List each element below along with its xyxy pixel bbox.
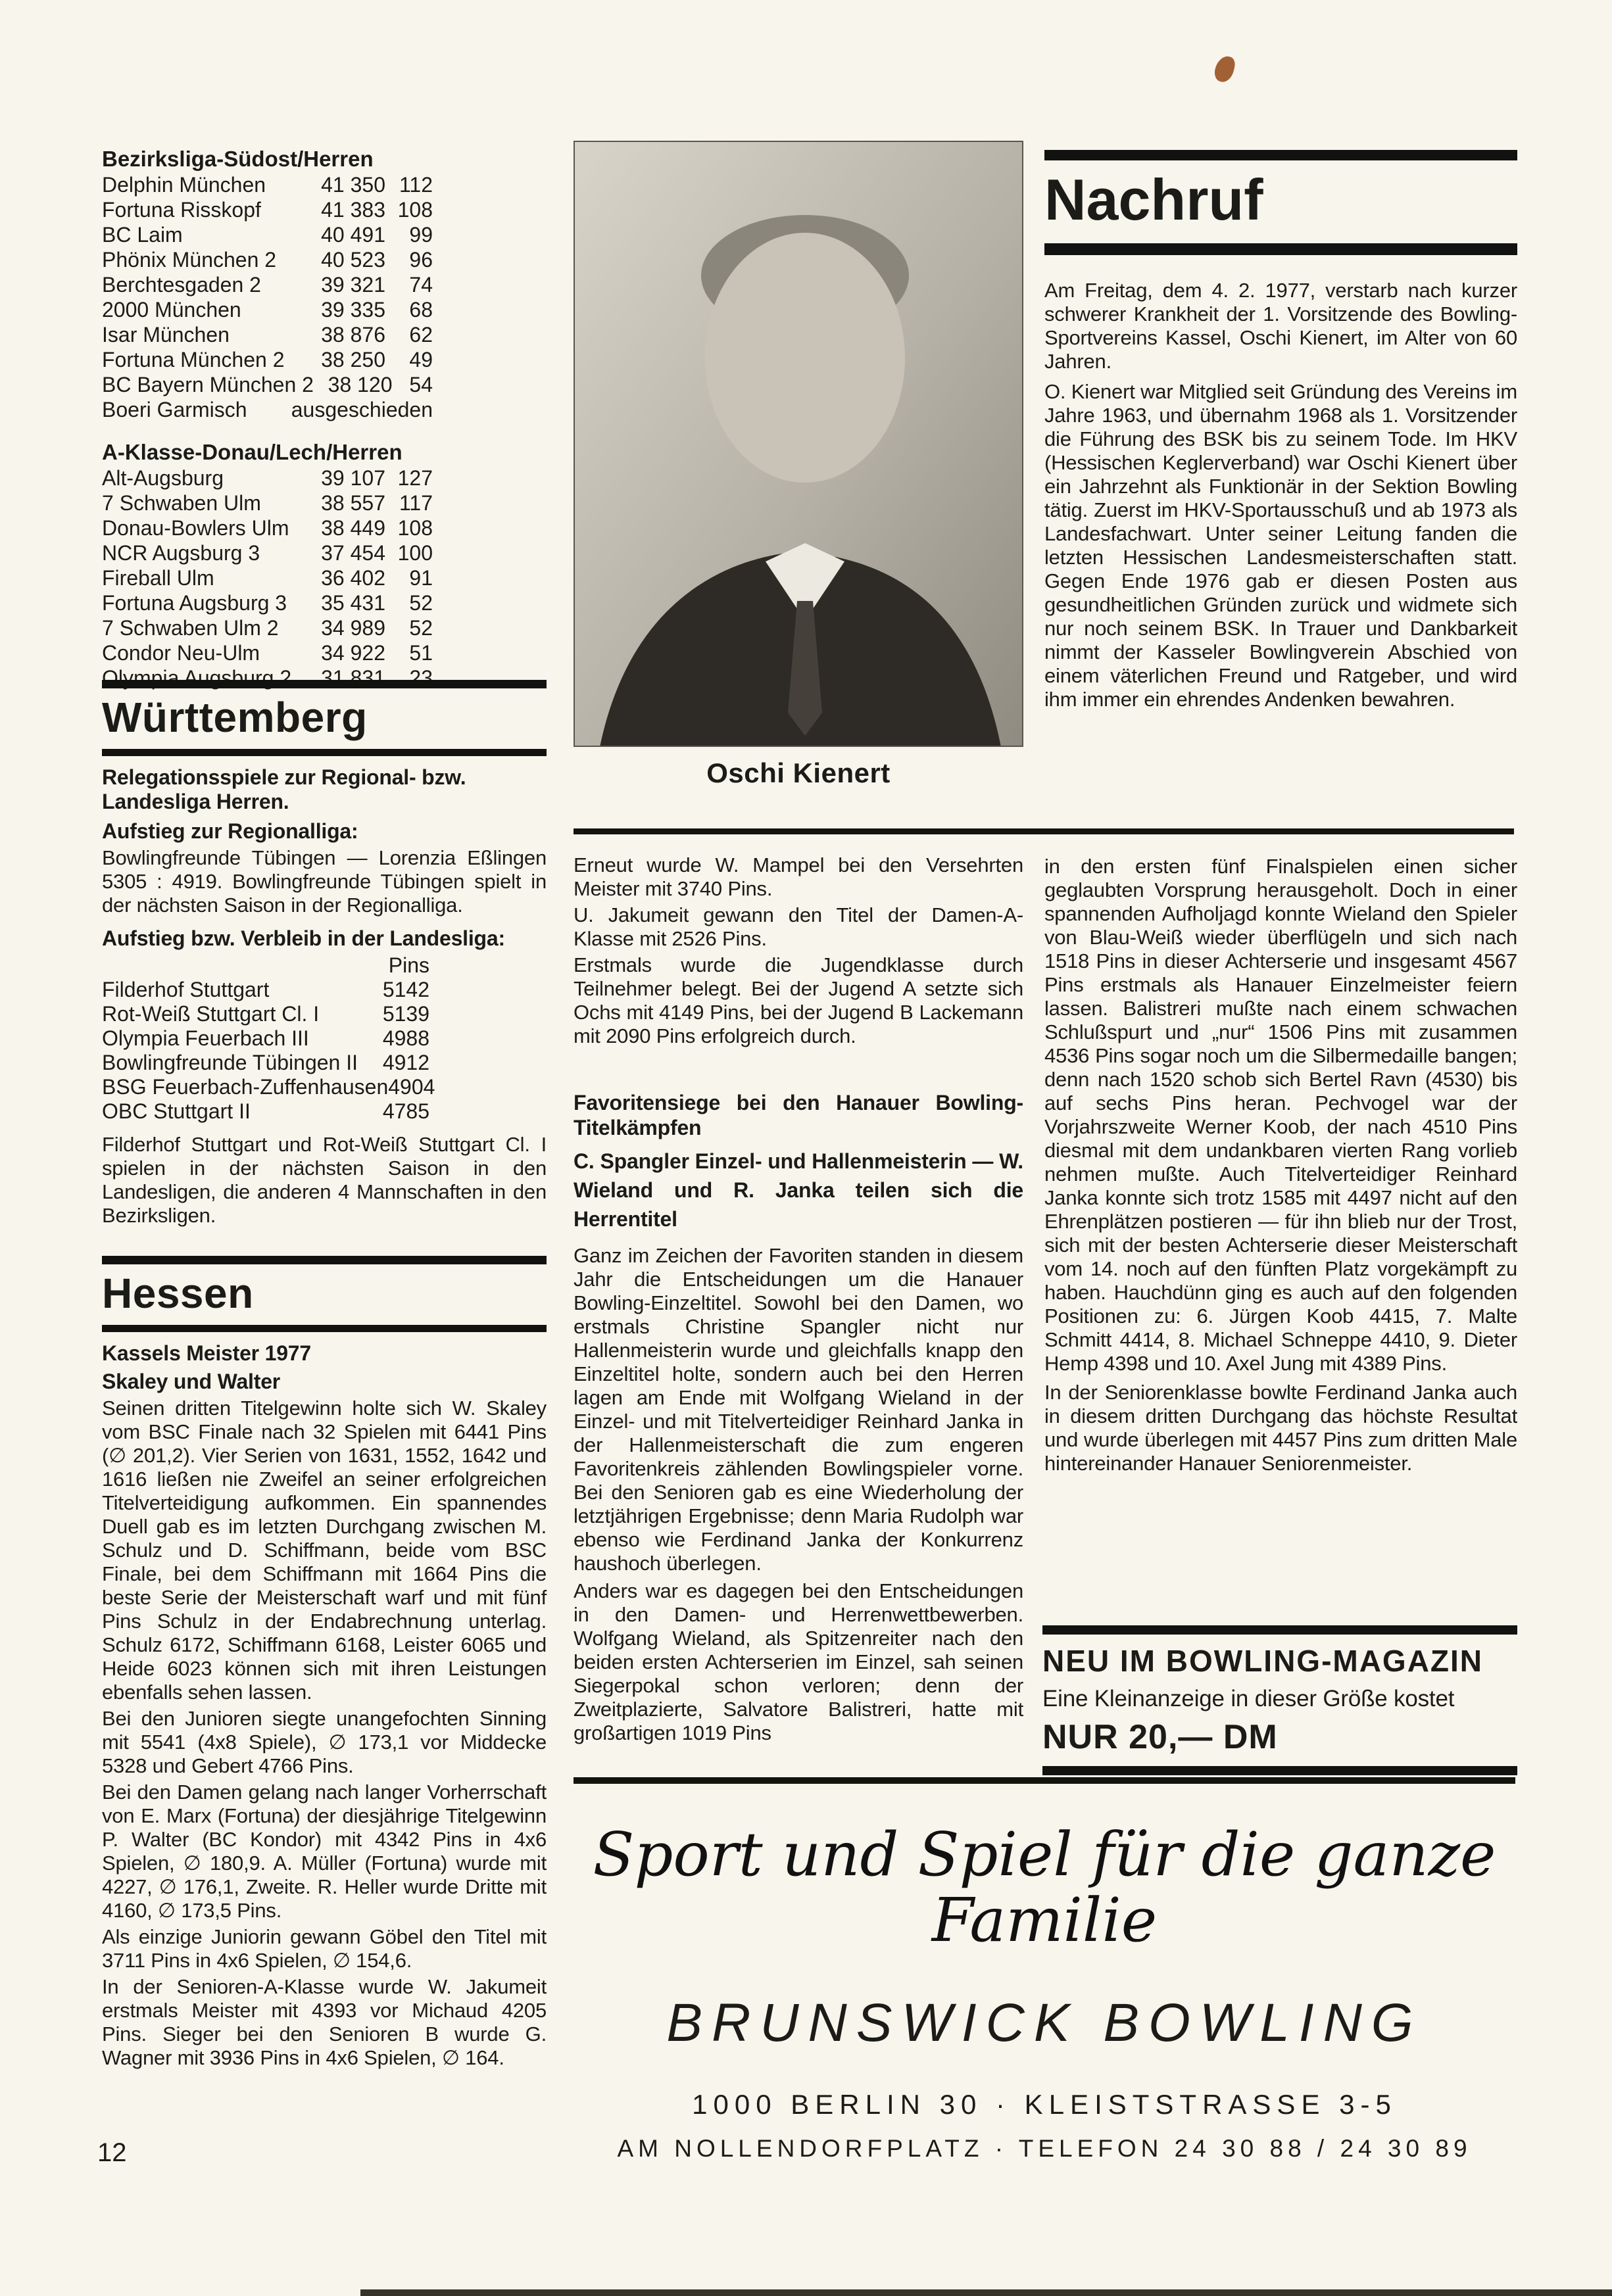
article-subheading: C. Spangler Einzel- und Hallenmeisterin — W. Wieland und R. Janka teilen sich die Herrentitel bbox=[574, 1149, 1023, 1231]
paragraph: Seinen dritten Titelgewinn holte sich W. Skaley vom BSC Finale nach 32 Spielen mit 6441 Pins (∅ 201,2). Vier Serien von 1631, 1552, 1642 und 1616 ließen nie Zweifel an seiner erfolgreichen Titelverteidigung aufkommen. Ein spannendes Duell gab es im letzten Durchgang zwischen M. Schulz und D. Schiffmann, beide vom BSC Finale, bei dem Schiffmann mit 1664 Pins die beste Serie der Meisterschaft warf und mit fünf Pins Schulz in der Endabrechnung unterlag. Schulz 6172, Schiffmann 6168, Leister 6065 und Heide 6023 können sich mit ihren Leistungen ebenfalls sehen lassen. bbox=[102, 1397, 547, 1704]
team-pins: 34 922 bbox=[321, 641, 385, 665]
team-name: 2000 München bbox=[102, 298, 241, 322]
ad-tagline: Sport und Spiel für die ganze Familie bbox=[593, 1819, 1496, 1955]
paragraph: In der Seniorenklasse bowlte Ferdinand Janka auch in diesem dritten Durchgang das höchste Resultat und wurde überlegen mit 4457 Pins zum dritten Male hintereinander Hanauer Seniorenmeister. bbox=[1044, 1381, 1517, 1475]
team-pins: 35 431 bbox=[321, 591, 385, 615]
table-title: A-Klasse-Donau/Lech/Herren bbox=[102, 440, 403, 464]
team-points: 23 bbox=[409, 666, 433, 690]
paragraph: O. Kienert war Mitglied seit Gründung des Vereins im Jahre 1963, und übernahm 1968 als 1. Vorsitzender die Führung des BSK bis zu seinem Tode. Im HKV (Hessischen Keglerverband) war Oschi Kienert über ein Jahrzehnt als Funktionär in der Sektion Bowling tätig. Zuerst im HKV-Sportausschuß und ab 1973 als Landesfachwart. Unter seiner Leitung fanden die letzten Hessischen Landesmeisterschaften statt. Gegen Ende 1976 gab er diesen Posten aus gesundheitlichen Gründen zurück und widmete sich nur noch seinem BSK. In Trauer und Dankbarkeit nimmt der Kasseler Bowlingverein Abschied von einem väterlichen Freund und Ratgeber, und wird ihm immer ein ehrendes Andenken bewahren. bbox=[1044, 380, 1517, 711]
team-name: BSG Feuerbach-Zuffenhausen bbox=[102, 1075, 389, 1099]
team-points: 117 bbox=[399, 491, 433, 515]
ad-box-price: NUR 20,— DM bbox=[1042, 1718, 1278, 1756]
table-row bbox=[102, 590, 433, 615]
left-column-tables bbox=[102, 146, 547, 690]
team-pins: 34 989 bbox=[321, 616, 385, 640]
team-name: Fireball Ulm bbox=[102, 566, 214, 590]
ad-box-text: Eine Kleinanzeige in dieser Größe kostet bbox=[1042, 1686, 1455, 1711]
team-name: Olympia Augsburg 2 bbox=[102, 666, 292, 690]
paragraph: Am Freitag, dem 4. 2. 1977, verstarb nach kurzer schwerer Krankheit der 1. Vorsitzende des Bowling-Sportvereins Kassel, Oschi Kienert, im Alter von 60 Jahren. bbox=[1044, 279, 1517, 373]
ad-address-line2: AM NOLLENDORFPLATZ · TELEFON 24 30 88 / 24 30 89 bbox=[617, 2135, 1472, 2162]
table-row bbox=[102, 515, 433, 540]
table-row bbox=[102, 466, 433, 490]
team-pins: 38 557 bbox=[321, 491, 385, 515]
subheading: Kassels Meister 1977 bbox=[102, 1341, 312, 1365]
team-pins: 38 250 bbox=[321, 348, 385, 371]
team-name: Bowlingfreunde Tübingen II bbox=[102, 1051, 358, 1074]
team-name: Fortuna Augsburg 3 bbox=[102, 591, 287, 615]
team-name: Delphin München bbox=[102, 173, 266, 197]
team-name: BC Bayern München 2 bbox=[102, 373, 314, 396]
team-points: 108 bbox=[397, 516, 433, 540]
paragraph: in den ersten fünf Finalspielen einen sicher geglaubten Vorsprung herausgeholt. Doch in einer spannenden Aufholjagd konnte Wieland den Spieler von Blau-Weiß wieder überflügeln und sich nach 1518 Pins in dieser Achterserie und insgesamt 4567 Pins erstmals als Hanauer Einzelmeister feiern lassen. Balistreri mußte nach einem schwachen Schlußspurt und „nur“ 1506 Pins mit zusammen 4536 Pins sogar noch um die Silbermedaille bangen; denn nach 1520 schob sich Bertel Ravn (4530) bis auf sechs Pins heran. Pechvogel war der Vorjahrszweite Werner Koob, der nach 4510 Pins diesmal mit dem undankbaren vierten Rang vorlieb nehmen mußte. Auch Titelverteidiger Reinhard Janka konnte sich trotz 1585 mit 4497 nicht auf den Ehrenplätzen postieren — für ihn blieb nur der Trost, sich mit der besten Achterserie dieser Meisterschaft vom 14. noch auf den fünften Platz vorgekämpft zu haben. Hauchdünn ging es auch auf den folgenden Positionen zu: 6. Jürgen Koob 4415, 7. Malte Schmitt 4414, 8. Michael Schneppe 4410, 9. Dieter Hemp 4398 und 10. Axel Jung mit 4389 Pins. bbox=[1044, 855, 1517, 1375]
paragraph: Filderhof Stuttgart und Rot-Weiß Stuttgart Cl. I spielen in der nächsten Saison in den Landesligen, die anderen 4 Mannschaften in den Bezirksligen. bbox=[102, 1133, 547, 1227]
table-row bbox=[102, 640, 433, 665]
team-pins: 41 383 bbox=[321, 198, 385, 222]
team-name: Berchtesgaden 2 bbox=[102, 273, 261, 297]
team-pins: 38 120 bbox=[328, 373, 393, 396]
paragraph: Ganz im Zeichen der Favoriten standen in diesem Jahr die Entscheidungen um die Hanauer Bowling-Einzeltitel. Sowohl bei den Damen, wo erstmals Christine Spangler nicht nur Hallenmeisterin wurde und gleichfalls knapp den Einzeltitel holte, sondern auch bei den Herren lagen am Ende mit Wolfgang Wieland in der Einzel- und mit Titelverteidiger Reinhard Janka in der Hallenmeisterschaft die zum engeren Favoritenkreis zählenden Bowlingspieler vorne. Bei den Senioren gab es eine Wiederholung der letztjährigen Ergebnisse; denn Maria Rudolph war ebenso wie Ferdinand Janka der Konkurrenz haushoch überlegen. bbox=[574, 1244, 1023, 1575]
team-name: Condor Neu-Ulm bbox=[102, 641, 260, 665]
scan-edge-artifact bbox=[360, 2289, 1612, 2296]
article-heading: Favoritensiege bei den Hanauer Bowling-Titelkämpfen bbox=[574, 1091, 1023, 1139]
team-pins: 31 831 bbox=[321, 666, 385, 690]
table-row bbox=[102, 272, 433, 297]
team-name: Fortuna Risskopf bbox=[102, 198, 261, 222]
table-row bbox=[102, 297, 433, 322]
team-name: 7 Schwaben Ulm 2 bbox=[102, 616, 279, 640]
team-name: Phönix München 2 bbox=[102, 248, 277, 272]
team-pins: 4988 bbox=[382, 1026, 429, 1050]
table-title: Bezirksliga-Südost/Herren bbox=[102, 147, 374, 171]
paragraph: In der Senioren-A-Klasse wurde W. Jakumeit erstmals Meister mit 4393 vor Michaud 4205 Pins. Sieger bei den Senioren B wurde G. Wagner mit 3936 Pins in 4x6 Spielen, ∅ 164. bbox=[102, 1975, 547, 2069]
team-name: OBC Stuttgart II bbox=[102, 1099, 251, 1123]
table-row bbox=[102, 1026, 429, 1051]
team-name: Boeri Garmisch bbox=[102, 398, 247, 421]
team-pins: 4912 bbox=[382, 1051, 429, 1074]
team-pins: 5139 bbox=[382, 1002, 429, 1026]
team-points: 62 bbox=[409, 323, 433, 347]
paragraph: Bowlingfreunde Tübingen — Lorenzia Eßlingen 5305 : 4919. Bowlingfreunde Tübingen spielt in der nächsten Saison in der Regionalliga. bbox=[102, 846, 547, 917]
table-row bbox=[102, 615, 433, 640]
paragraph: Erstmals wurde die Jugendklasse durch Teilnehmer belegt. Bei der Jugend A setzte sich Ochs mit 4149 Pins, bei der Jugend B Lackemann mit 2090 Pins erfolgreich durch. bbox=[574, 953, 1023, 1047]
team-pins: 38 876 bbox=[321, 323, 385, 347]
ink-stain bbox=[1213, 54, 1237, 84]
section-nachruf bbox=[1044, 150, 1517, 711]
team-points: 127 bbox=[397, 466, 433, 490]
middle-column-text bbox=[574, 853, 1023, 1745]
team-points: 91 bbox=[409, 566, 433, 590]
team-pins: 40 491 bbox=[321, 223, 385, 247]
paragraph: Bei den Damen gelang nach langer Vorherrschaft von E. Marx (Fortuna) der diesjährige Titelgewinn P. Walter (BC Kondor) mit 4342 Pins in 4x6 Spielen, ∅ 180,9. A. Müller (Fortuna) wurde mit 4227, ∅ 176,1, Zweite. R. Heller wurde Dritte mit 4160, ∅ 173,5 Pins. bbox=[102, 1781, 547, 1922]
section-hessen bbox=[102, 1256, 547, 2070]
team-name: Isar München bbox=[102, 323, 230, 347]
column-header-pins: Pins bbox=[388, 953, 429, 977]
ad-address-line1: 1000 BERLIN 30 · KLEISTSTRASSE 3-5 bbox=[692, 2089, 1397, 2120]
section-title: Nachruf bbox=[1044, 150, 1517, 255]
paragraph: U. Jakumeit gewann den Titel der Damen-A-Klasse mit 2526 Pins. bbox=[574, 903, 1023, 950]
team-points: 96 bbox=[409, 248, 433, 272]
right-column-continuation bbox=[1044, 855, 1517, 1475]
team-name: Alt-Augsburg bbox=[102, 466, 224, 490]
team-pins: 39 321 bbox=[321, 273, 385, 297]
subheading: Relegationsspiele zur Regional- bzw. Landesliga Herren. bbox=[102, 765, 466, 813]
standings-table-landesliga bbox=[102, 978, 435, 1124]
team-name: Donau-Bowlers Ulm bbox=[102, 516, 289, 540]
subheading: Aufstieg bzw. Verbleib in der Landesliga: bbox=[102, 926, 505, 950]
team-points: 108 bbox=[397, 198, 433, 222]
team-name: BC Laim bbox=[102, 223, 183, 247]
team-points: 54 bbox=[409, 373, 433, 396]
ad-brand-name: BRUNSWICK BOWLING bbox=[666, 1993, 1423, 2053]
team-pins: 39 335 bbox=[321, 298, 385, 322]
team-points: 100 bbox=[397, 541, 433, 565]
table-row bbox=[102, 978, 429, 1002]
team-pins: 36 402 bbox=[321, 566, 385, 590]
page-number: 12 bbox=[97, 2138, 127, 2167]
team-pins: 39 107 bbox=[321, 466, 385, 490]
table-row bbox=[102, 247, 433, 272]
table-row bbox=[102, 540, 433, 565]
team-status: ausgeschieden bbox=[291, 398, 433, 421]
paragraph: Als einzige Juniorin gewann Göbel den Titel mit 3711 Pins in 4x6 Spielen, ∅ 154,6. bbox=[102, 1925, 547, 1972]
table-row bbox=[102, 347, 433, 372]
table-row bbox=[102, 1002, 429, 1026]
section-title: Württemberg bbox=[102, 680, 547, 756]
team-points: 99 bbox=[409, 223, 433, 247]
table-row bbox=[102, 1051, 429, 1075]
table-row bbox=[102, 565, 433, 590]
team-pins: 37 454 bbox=[321, 541, 385, 565]
team-name: Olympia Feuerbach III bbox=[102, 1026, 309, 1050]
section-wuerttemberg bbox=[102, 680, 547, 1237]
team-pins: 4904 bbox=[388, 1075, 435, 1099]
table-row bbox=[102, 490, 433, 515]
team-points: 52 bbox=[409, 616, 433, 640]
brunswick-advertisement bbox=[574, 1777, 1515, 2163]
team-pins: 5142 bbox=[382, 978, 429, 1001]
table-row bbox=[102, 1099, 429, 1124]
team-name: Rot-Weiß Stuttgart Cl. I bbox=[102, 1002, 320, 1026]
ad-box-title: NEU IM BOWLING-MAGAZIN bbox=[1042, 1644, 1484, 1678]
team-points: 112 bbox=[399, 173, 433, 197]
photo-caption: Oschi Kienert bbox=[706, 757, 891, 788]
team-points: 74 bbox=[409, 273, 433, 297]
team-points: 52 bbox=[409, 591, 433, 615]
horizontal-rule bbox=[574, 828, 1514, 834]
table-row bbox=[102, 1075, 435, 1099]
paragraph: Erneut wurde W. Mampel bei den Versehrten Meister mit 3740 Pins. bbox=[574, 853, 1023, 900]
team-name: Filderhof Stuttgart bbox=[102, 978, 270, 1001]
team-pins: 41 350 bbox=[321, 173, 385, 197]
portrait-photo bbox=[574, 141, 1023, 747]
team-pins: 4785 bbox=[382, 1099, 429, 1123]
team-points: 68 bbox=[409, 298, 433, 322]
team-points: 49 bbox=[409, 348, 433, 371]
paragraph: Bei den Junioren siegte unangefochten Sinning mit 5541 (4x8 Spiele), ∅ 173,1 vor Middecke 5328 und Gebert 4766 Pins. bbox=[102, 1707, 547, 1777]
table-row bbox=[102, 322, 433, 347]
table-row bbox=[102, 372, 433, 397]
classified-ad-box bbox=[1042, 1625, 1517, 1775]
section-title: Hessen bbox=[102, 1256, 547, 1332]
standings-table-aklasse bbox=[102, 439, 433, 690]
standings-table-bezirksliga bbox=[102, 146, 433, 422]
table-row bbox=[102, 172, 433, 197]
team-pins: 38 449 bbox=[321, 516, 385, 540]
team-name: Fortuna München 2 bbox=[102, 348, 285, 371]
team-name: 7 Schwaben Ulm bbox=[102, 491, 261, 515]
team-pins: 40 523 bbox=[321, 248, 385, 272]
team-points: 51 bbox=[409, 641, 433, 665]
table-row bbox=[102, 222, 433, 247]
subheading: Aufstieg zur Regionalliga: bbox=[102, 819, 358, 843]
subheading: Skaley und Walter bbox=[102, 1370, 281, 1393]
team-name: NCR Augsburg 3 bbox=[102, 541, 260, 565]
table-row bbox=[102, 197, 433, 222]
paragraph: Anders war es dagegen bei den Entscheidungen in den Damen- und Herrenwettbewerben. Wolfgang Wieland, als Spitzenreiter nach den beiden ersten Achterserien im Einzel, sah seinen Siegerpokal schon verloren; denn der Zweitplazierte, Salvatore Balistreri, hatte mit großartigen 1019 Pins bbox=[574, 1579, 1023, 1744]
table-row bbox=[102, 397, 433, 422]
